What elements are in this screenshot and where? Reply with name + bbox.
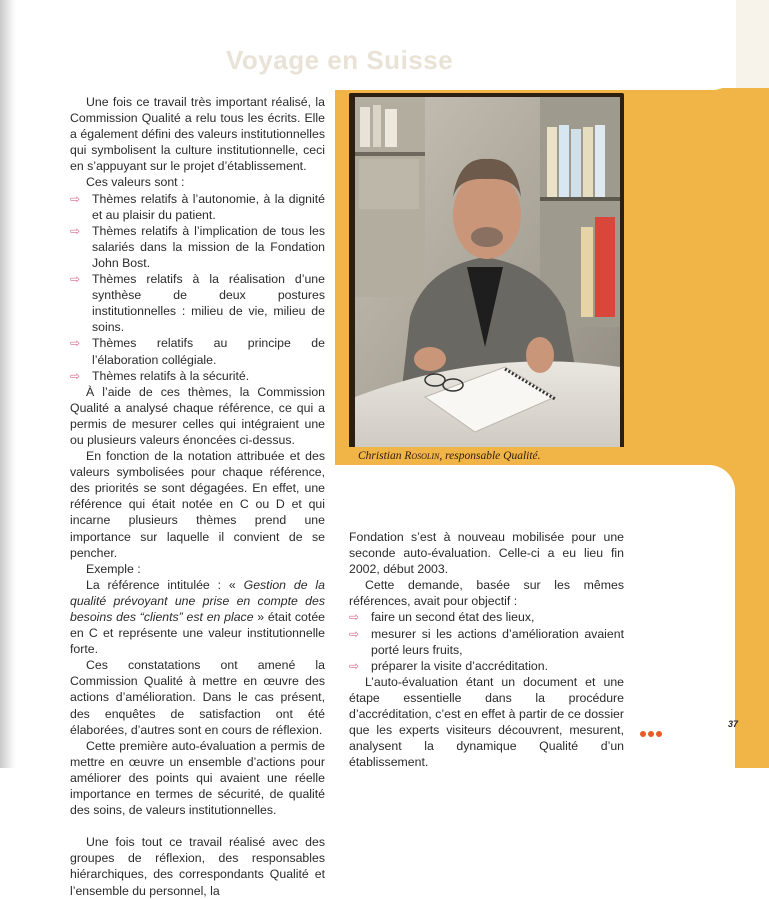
caption-surname: Rosolin [404, 450, 440, 462]
arrow-icon: ⇨ [70, 272, 81, 287]
header-watermark: Voyage en Suisse [226, 45, 454, 75]
values-intro: Ces valeurs sont : [86, 175, 185, 190]
value-item-text: Thèmes relatifs à l’implication de tous les salariés dans la mission de la Fondation John Bost. [92, 223, 325, 270]
value-item-text: Thèmes relatifs à la sécurité. [92, 368, 250, 383]
binding-gutter [0, 0, 16, 768]
arrow-icon: ⇨ [349, 658, 360, 673]
arrow-icon: ⇨ [70, 336, 81, 351]
paragraph-analysis: À l’aide de ces thèmes, la Commission Qualité a analysé chaque référence, ce qui a permis de mesurer celles qui intégraient une ou plusieurs valeurs énoncées ci-dessus. [70, 384, 325, 447]
caption-name: Christian [358, 450, 405, 462]
example-post: » était cotée en C et représente une valeur institutionnelle forte. [70, 610, 325, 657]
value-item-3 [70, 271, 325, 335]
paragraph-first-evaluation: Cette première auto-évaluation a permis de mettre en œuvre un ensemble d’actions pour améliorer des points qui avaient une réelle importance en termes de sécurité, de qualité des soins, de valeurs institutionnelles. [70, 738, 325, 818]
arrow-icon: ⇨ [70, 368, 81, 383]
value-item-2 [70, 223, 325, 271]
caption-role: , responsable Qualité. [439, 450, 541, 462]
paragraph-objective: Cette demande, basée sur les mêmes références, avait pour objectif : [349, 578, 624, 609]
right-orange-strip [736, 0, 769, 768]
right-strip-top [736, 0, 769, 88]
paragraph-conclusion: Une fois tout ce travail réalisé avec des groupes de réflexion, des responsables hiérarchiques, des correspondants Qualité et l’ensemble du personnel, la [70, 835, 325, 898]
paragraph-example [70, 577, 325, 657]
paragraph-accreditation: L’auto-évaluation étant un document et une étape essentielle dans la procédure d’accréditation, c’est en effet à partir de ce dossier que les experts visiteurs découvrent, mesurent, analysent la dynamique Qualité d’un établissement. [349, 674, 624, 770]
example-label: Exemple : [86, 561, 141, 576]
value-item-1 [70, 191, 325, 223]
paragraph-actions: Ces constatations ont amené la Commission Qualité à mettre en œuvre des actions d’amélioration. Dans le cas présent, des enquêtes de satisfaction ont été élaborées, d’autres sont en cours de réflexion. [70, 658, 325, 737]
objective-item-text: préparer la visite d’accréditation. [371, 658, 549, 673]
arrow-icon: ⇨ [349, 610, 360, 625]
value-item-text: Thèmes relatifs au principe de l’élaboration collégiale. [92, 336, 325, 367]
objective-item-text: faire un second état des lieux, [371, 610, 535, 625]
portrait-illustration [355, 97, 620, 449]
objective-item-3 [349, 658, 624, 674]
example-pre: La référence intitulée : « [86, 577, 244, 592]
paragraph-second-evaluation: Fondation s’est à nouveau mobilisée pour une seconde auto-évaluation. Celle-ci a eu lieu fin 2002, début 2003. [349, 530, 624, 577]
paragraph-gap [70, 818, 325, 834]
value-item-5 [70, 368, 325, 384]
objective-item-1 [349, 609, 624, 625]
page-number: 37 [728, 719, 739, 729]
photo-caption [358, 447, 541, 465]
arrow-icon: ⇨ [70, 223, 81, 238]
paragraph-intro: Une fois ce travail très important réalisé, la Commission Qualité a relu tous les écrits. Elle a également défini des valeurs institutionnelles qui symbolisent la culture institutionnelle, ceci en s’appuyant sur le projet d’établissement. [70, 95, 325, 174]
left-text-column [70, 94, 325, 899]
value-item-text: Thèmes relatifs à la réalisation d’une synthèse de deux postures institutionnelles : milieu de vie, milieu de soins. [92, 272, 325, 335]
portrait-photo [355, 97, 620, 449]
value-item-text: Thèmes relatifs à l’autonomie, à la dignité et au plaisir du patient. [92, 191, 325, 222]
three-dots-icon [640, 724, 664, 742]
value-item-4 [70, 335, 325, 367]
arrow-icon: ⇨ [349, 626, 360, 641]
example-quote: Gestion de la qualité prévoyant une prise en compte des besoins des “clients” est en place [70, 577, 325, 624]
paragraph-priorities: En fonction de la notation attribuée et des valeurs symbolisées pour chaque référence, des priorités se sont dégagées. En effet, une référence qui était notée en C ou D et qui incarne plusieurs thèmes prend une importance sur laquelle il convient de se pencher. [70, 449, 325, 560]
objective-item-2 [349, 626, 624, 658]
arrow-icon: ⇨ [70, 191, 81, 206]
right-text-column [349, 529, 624, 770]
objective-item-text: mesurer si les actions d’amélioration avaient porté leurs fruits, [371, 626, 624, 657]
